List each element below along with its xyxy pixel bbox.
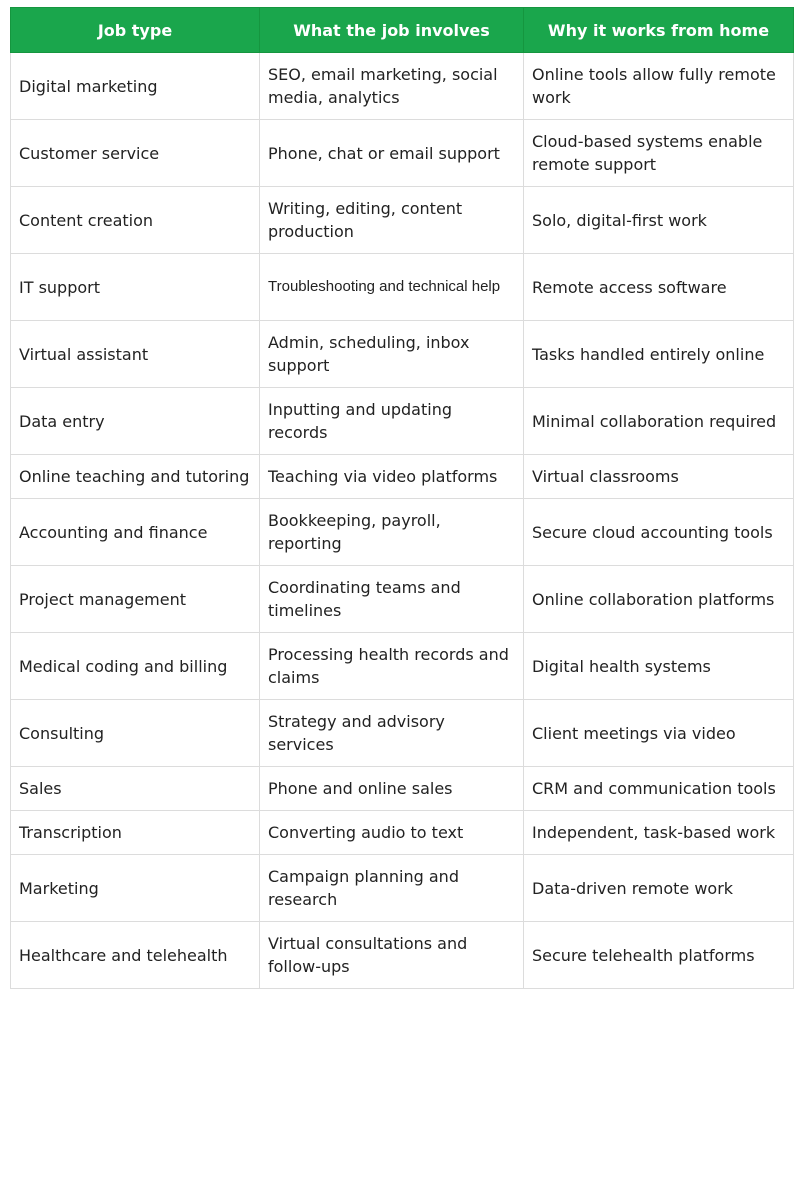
table-row xyxy=(11,566,794,633)
job-involves-cell: Converting audio to text xyxy=(260,811,524,855)
why-remote-cell: CRM and communication tools xyxy=(524,767,794,811)
table-row xyxy=(11,187,794,254)
table-row xyxy=(11,455,794,499)
table-row xyxy=(11,120,794,187)
why-remote-cell: Secure cloud accounting tools xyxy=(524,499,794,566)
table-row xyxy=(11,811,794,855)
why-remote-cell: Tasks handled entirely online xyxy=(524,321,794,388)
why-remote-cell: Digital health systems xyxy=(524,633,794,700)
job-involves-cell: Phone and online sales xyxy=(260,767,524,811)
job-type-cell: Marketing xyxy=(11,855,260,922)
job-type-cell: IT support xyxy=(11,254,260,321)
table-row xyxy=(11,633,794,700)
job-involves-cell: Processing health records and claims xyxy=(260,633,524,700)
table-row xyxy=(11,53,794,120)
job-type-cell: Online teaching and tutoring xyxy=(11,455,260,499)
table-row xyxy=(11,388,794,455)
job-involves-cell: Bookkeeping, payroll, reporting xyxy=(260,499,524,566)
header-what-job-involves: What the job involves xyxy=(260,8,524,53)
job-type-cell: Accounting and finance xyxy=(11,499,260,566)
job-type-cell: Healthcare and telehealth xyxy=(11,922,260,989)
why-remote-cell: Solo, digital-first work xyxy=(524,187,794,254)
table-row xyxy=(11,922,794,989)
why-remote-cell: Online tools allow fully remote work xyxy=(524,53,794,120)
header-why-works-from-home: Why it works from home xyxy=(524,8,794,53)
job-type-cell: Data entry xyxy=(11,388,260,455)
job-type-cell: Project management xyxy=(11,566,260,633)
why-remote-cell: Secure telehealth platforms xyxy=(524,922,794,989)
job-involves-cell: Writing, editing, content production xyxy=(260,187,524,254)
why-remote-cell: Client meetings via video xyxy=(524,700,794,767)
table-row xyxy=(11,767,794,811)
remote-jobs-table xyxy=(10,7,794,989)
table-row xyxy=(11,254,794,321)
job-involves-cell: Phone, chat or email support xyxy=(260,120,524,187)
job-involves-cell: Troubleshooting and technical help xyxy=(260,254,524,321)
job-type-cell: Medical coding and billing xyxy=(11,633,260,700)
table-row xyxy=(11,855,794,922)
job-type-cell: Transcription xyxy=(11,811,260,855)
job-type-cell: Sales xyxy=(11,767,260,811)
table-row xyxy=(11,321,794,388)
why-remote-cell: Data-driven remote work xyxy=(524,855,794,922)
job-involves-cell: SEO, email marketing, social media, analytics xyxy=(260,53,524,120)
job-involves-cell: Teaching via video platforms xyxy=(260,455,524,499)
table-header-row xyxy=(11,8,794,53)
jobs-table-container xyxy=(10,7,793,989)
job-type-cell: Content creation xyxy=(11,187,260,254)
job-type-cell: Consulting xyxy=(11,700,260,767)
why-remote-cell: Virtual classrooms xyxy=(524,455,794,499)
job-type-cell: Customer service xyxy=(11,120,260,187)
why-remote-cell: Online collaboration platforms xyxy=(524,566,794,633)
job-involves-cell: Strategy and advisory services xyxy=(260,700,524,767)
table-row xyxy=(11,499,794,566)
why-remote-cell: Cloud-based systems enable remote support xyxy=(524,120,794,187)
table-row xyxy=(11,700,794,767)
job-involves-cell: Inputting and updating records xyxy=(260,388,524,455)
job-involves-cell: Admin, scheduling, inbox support xyxy=(260,321,524,388)
job-involves-cell: Virtual consultations and follow-ups xyxy=(260,922,524,989)
job-type-cell: Digital marketing xyxy=(11,53,260,120)
why-remote-cell: Remote access software xyxy=(524,254,794,321)
job-type-cell: Virtual assistant xyxy=(11,321,260,388)
why-remote-cell: Minimal collaboration required xyxy=(524,388,794,455)
header-job-type: Job type xyxy=(11,8,260,53)
job-involves-cell: Coordinating teams and timelines xyxy=(260,566,524,633)
job-involves-cell: Campaign planning and research xyxy=(260,855,524,922)
why-remote-cell: Independent, task-based work xyxy=(524,811,794,855)
